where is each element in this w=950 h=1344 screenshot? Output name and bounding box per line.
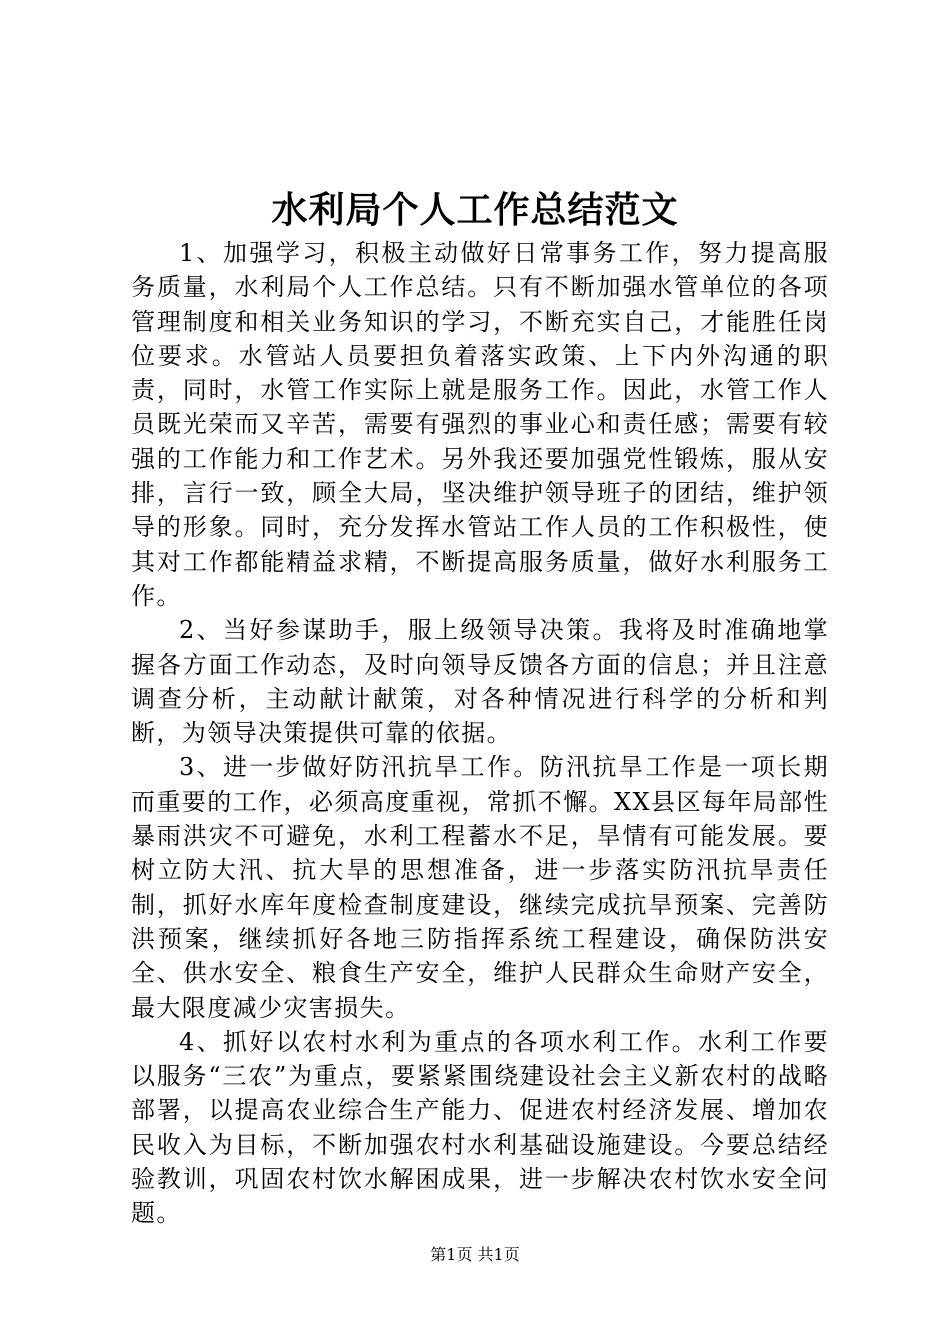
paragraph-2: 2、当好参谋助手，服上级领导决策。我将及时准确地掌握各方面工作动态，及时向领导反馈各方面的信息；并且注意调查分析，主动献计献策，对各种情况进行科学的分析和判断，为领导决策提供可靠的依据。 xyxy=(131,616,829,748)
page-footer xyxy=(0,1243,950,1267)
paragraph-4: 4、抓好以农村水利为重点的各项水利工作。水利工作要以服务“三农”为重点，要紧紧围绕建设社会主义新农村的战略部署，以提高农业综合生产能力、促进农村经济发展、增加农民收入为目标，不断加强农村水利基础设施建设。今要总结经验教训，巩固农村饮水解困成果，进一步解决农村饮水安全问题。 xyxy=(131,1027,829,1228)
document-title: 水利局个人工作总结范文 xyxy=(271,189,679,231)
paragraph-1: 1、加强学习，积极主动做好日常事务工作，努力提高服务质量，水利局个人工作总结。只有不断加强水管单位的各项管理制度和相关业务知识的学习，不断充实自己，才能胜任岗位要求。水管站人员要担负着落实政策、上下内外沟通的职责，同时，水管工作实际上就是服务工作。因此，水管工作人员既光荣而又辛苦，需要有强烈的事业心和责任感；需要有较强的工作能力和工作艺术。另外我还要加强党性锻炼，服从安排，言行一致，顾全大局，坚决维护领导班子的团结，维护领导的形象。同时，充分发挥水管站工作人员的工作积极性，使其对工作都能精益求精，不断提高服务质量，做好水利服务工作。 xyxy=(131,239,829,610)
page-number: 第1页 共1页 xyxy=(430,1245,520,1264)
paragraph-3: 3、进一步做好防汛抗旱工作。防汛抗旱工作是一项长期而重要的工作，必须高度重视，常抓不懈。XX县区每年局部性暴雨洪灾不可避免，水利工程蓄水不足，旱情有可能发展。要树立防大汛、抗大旱的思想准备，进一步落实防汛抗旱责任制，抓好水库年度检查制度建设，继续完成抗旱预案、完善防洪预案，继续抓好各地三防指挥系统工程建设，确保防洪安全、供水安全、粮食生产安全，维护人民群众生命财产安全，最大限度减少灾害损失。 xyxy=(131,753,829,1022)
document-body xyxy=(131,236,829,1231)
